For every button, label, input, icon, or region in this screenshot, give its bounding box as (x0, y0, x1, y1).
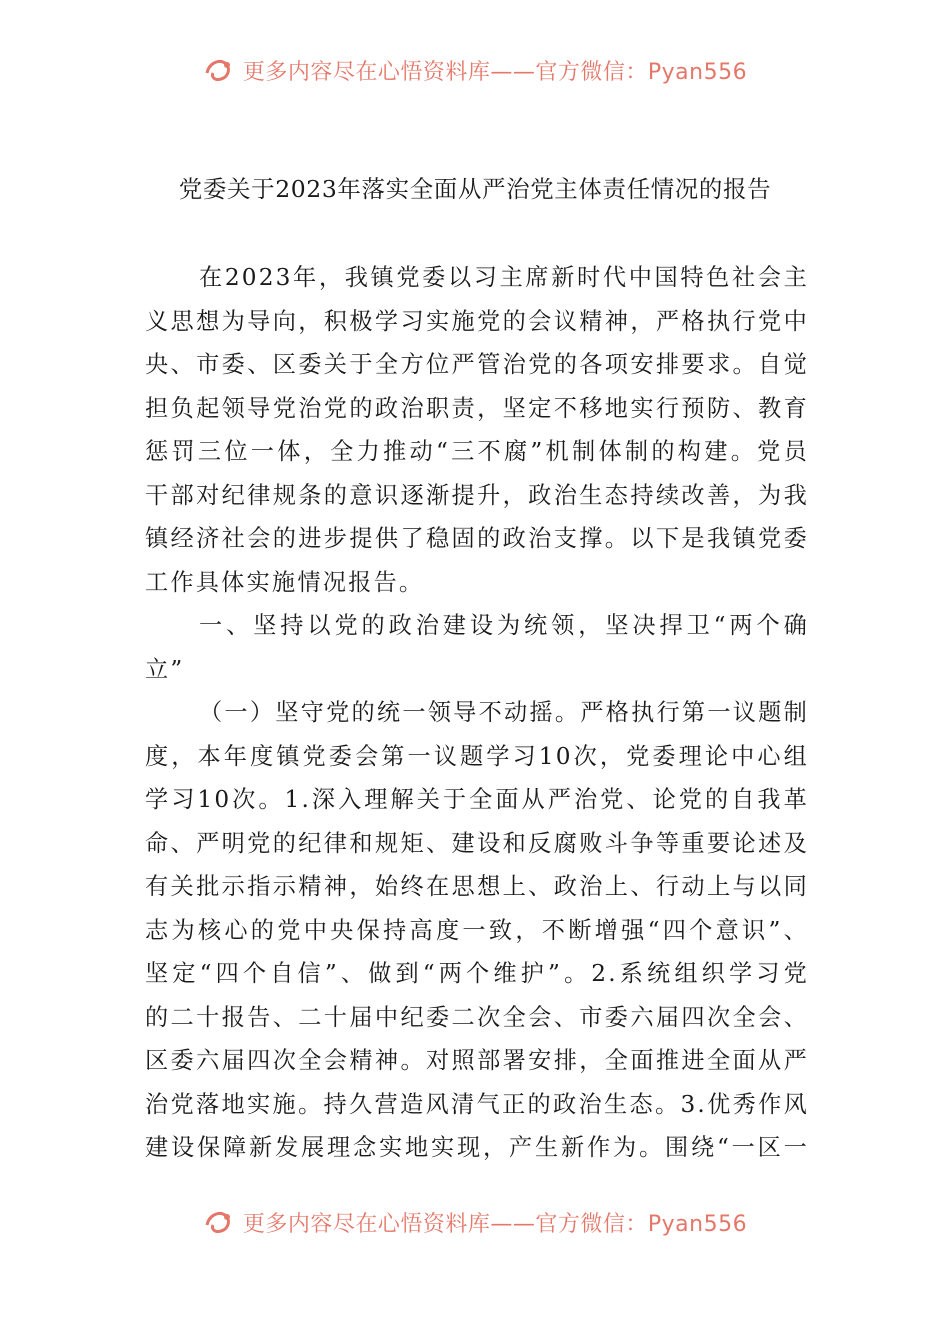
body-line: 坚定“四个自信”、做到“两个维护”。2.系统组织学习党 (145, 960, 809, 987)
body-line: 干部对纪律规条的意识逐渐提升，政治生态持续改善，为我 (145, 482, 809, 509)
body-line: 央、市委、区委关于全方位严管治党的各项安排要求。自觉 (145, 351, 809, 378)
body-line: 有关批示指示精神，始终在思想上、政治上、行动上与以同 (145, 873, 809, 900)
section-heading-line: 立” (145, 656, 185, 683)
body-line: 建设保障新发展理念实地实现，产生新作为。围绕“一区一 (145, 1134, 809, 1161)
watermark-logo-icon (203, 1207, 237, 1237)
watermark-logo-icon (203, 55, 237, 85)
watermark-text: 更多内容尽在心悟资料库——官方微信：Pyan556 (242, 1211, 748, 1237)
watermark-bottom (0, 1202, 950, 1242)
body-line: 惩罚三位一体，全力推动“三不腐”机制体制的构建。党员 (145, 438, 809, 465)
body-line: 度，本年度镇党委会第一议题学习10次，党委理论中心组 (145, 743, 809, 770)
body-line: 命、严明党的纪律和规矩、建设和反腐败斗争等重要论述及 (145, 830, 809, 857)
body-line: （一）坚守党的统一领导不动摇。严格执行第一议题制 (199, 699, 809, 726)
document-title: 党委关于2023年落实全面从严治党主体责任情况的报告 (178, 175, 772, 203)
body-line: 志为核心的党中央保持高度一致，不断增强“四个意识”、 (145, 917, 809, 944)
body-line: 区委六届四次全会精神。对照部署安排，全面推进全面从严 (145, 1047, 809, 1074)
body-line: 治党落地实施。持久营造风清气正的政治生态。3.优秀作风 (145, 1091, 809, 1118)
watermark-top (0, 50, 950, 90)
watermark-text: 更多内容尽在心悟资料库——官方微信：Pyan556 (242, 59, 748, 85)
body-line: 的二十报告、二十届中纪委二次全会、市委六届四次全会、 (145, 1004, 809, 1031)
body-line: 担负起领导党治党的政治职责，坚定不移地实行预防、教育 (145, 395, 809, 422)
body-line: 工作具体实施情况报告。 (145, 569, 425, 596)
section-heading-line: 一、坚持以党的政治建设为统领，坚决捍卫“两个确 (199, 612, 809, 639)
body-line: 义思想为导向，积极学习实施党的会议精神，严格执行党中 (145, 308, 809, 335)
body-line: 在2023年，我镇党委以习主席新时代中国特色社会主 (199, 264, 809, 291)
body-line: 学习10次。1.深入理解关于全面从严治党、论党的自我革 (145, 786, 809, 813)
body-line: 镇经济社会的进步提供了稳固的政治支撑。以下是我镇党委 (145, 525, 809, 552)
